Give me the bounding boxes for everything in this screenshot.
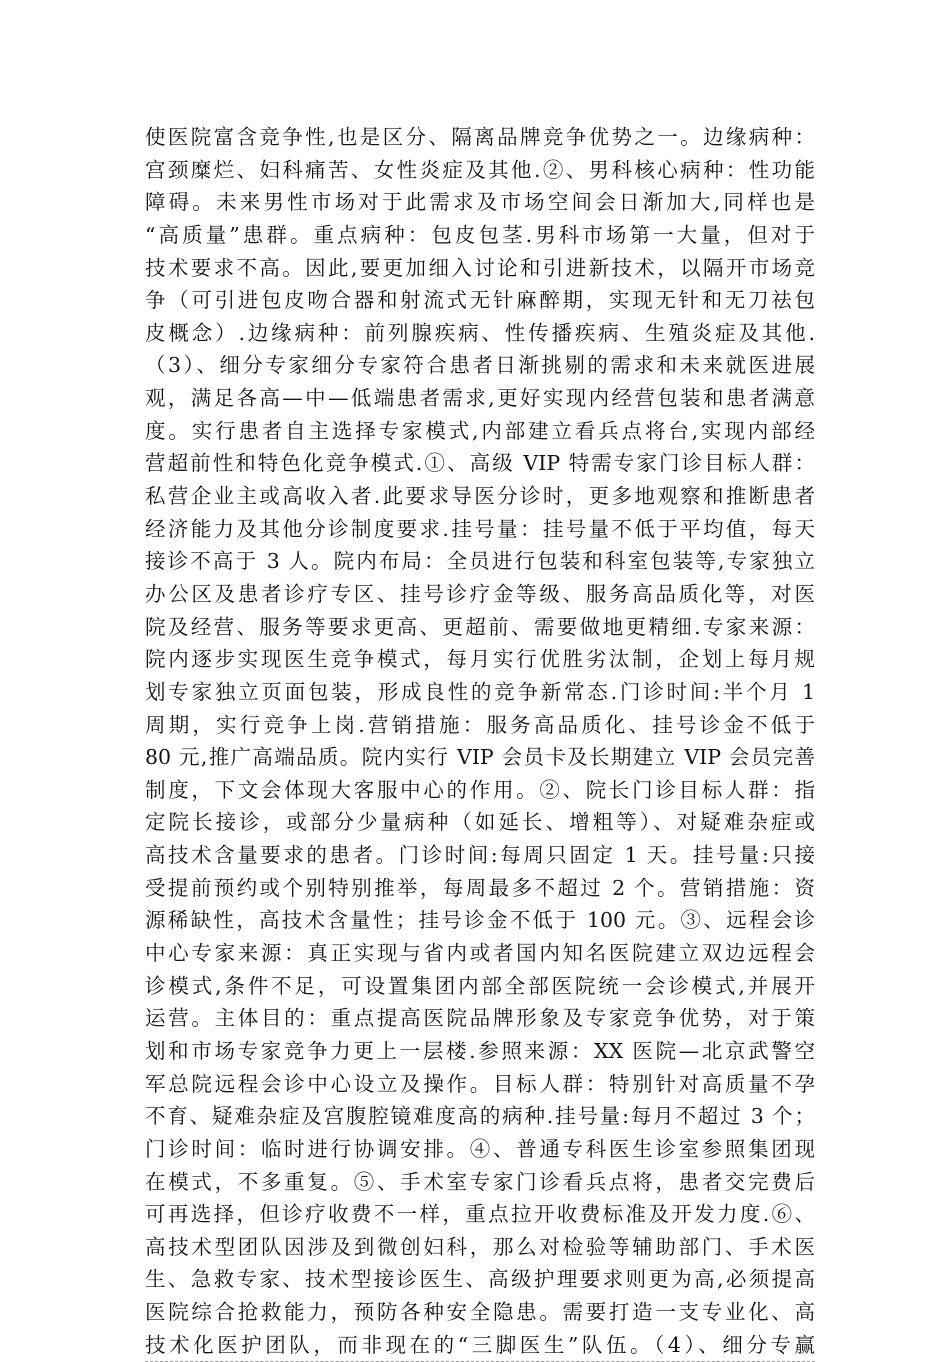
text-line: 私营企业主或高收入者.此要求导医分诊时，更多地观察和推断患者	[145, 484, 815, 509]
text-line: 院内逐步实现医生竞争模式，每月实行优胜劣汰制，企划上每月规	[145, 647, 815, 672]
text-line: 划专家独立页面包装，形成良性的竞争新常态.门诊时间:半个月 1	[145, 679, 815, 704]
text-line: 周期，实行竞争上岗.营销措施：服务高品质化、挂号诊金不低于	[145, 712, 815, 737]
text-line: 中心专家来源：真正实现与省内或者国内知名医院建立双边远程会	[145, 941, 815, 966]
text-line: 可再选择，但诊疗收费不一样，重点拉开收费标准及开发力度.⑥、	[145, 1202, 815, 1227]
text-line: 宫颈糜烂、妇科痛苦、女性炎症及其他.②、男科核心病种：性功能	[145, 157, 815, 182]
text-line: 生、急救专家、技术型接诊医生、高级护理要求则更为高,必须提高	[145, 1267, 815, 1292]
text-line: 80 元,推广高端品质。院内实行 VIP 会员卡及长期建立 VIP 会员完善	[145, 745, 815, 770]
text-line: 办公区及患者诊疗专区、挂号诊疗金等级、服务高品质化等，对医	[145, 581, 815, 606]
text-line: 技术化医护团队，而非现在的“三脚医生”队伍。（4）、细分专赢	[145, 1330, 815, 1362]
text-line: 高技术含量要求的患者。门诊时间:每周只固定 1 天。挂号量:只接	[145, 843, 815, 868]
text-line: 营超前性和特色化竞争模式.①、高级 VIP 特需专家门诊目标人群：	[145, 451, 815, 476]
text-line: 不育、疑难杂症及宫腹腔镜难度高的病种.挂号量:每月不超过 3 个；	[145, 1104, 815, 1129]
text-line: 军总院远程会诊中心设立及操作。目标人群：特别针对高质量不孕	[145, 1071, 815, 1096]
text-line: 争（可引进包皮吻合器和射流式无针麻醉期，实现无针和无刀祛包	[145, 288, 815, 313]
text-line: 门诊时间：临时进行协调安排。④、普通专科医生诊室参照集团现	[145, 1136, 815, 1161]
text-line: 障碍。未来男性市场对于此需求及市场空间会日渐加大,同样也是	[145, 190, 815, 215]
text-line: （3）、细分专家细分专家符合患者日渐挑剔的需求和未来就医进展	[145, 353, 815, 378]
text-line: 制度，下文会体现大客服中心的作用。②、院长门诊目标人群：指	[145, 777, 815, 802]
text-line: 接诊不高于 3 人。院内布局：全员进行包装和科室包装等,专家独立	[145, 549, 815, 574]
text-line: 度。实行患者自主选择专家模式,内部建立看兵点将台,实现内部经	[145, 418, 815, 443]
text-line: 运营。主体目的：重点提高医院品牌形象及专家竞争优势，对于策	[145, 1006, 815, 1031]
text-line: 观，满足各高—中—低端患者需求,更好实现内经营包装和患者满意	[145, 386, 815, 411]
text-line: 诊模式,条件不足，可设置集团内部全部医院统一会诊模式,并展开	[145, 973, 815, 998]
text-line: 皮概念）.边缘病种：前列腺疾病、性传播疾病、生殖炎症及其他.	[145, 320, 815, 345]
text-line: 使医院富含竞争性,也是区分、隔离品牌竞争优势之一。边缘病种：	[145, 125, 815, 149]
text-line: 在模式，不多重复。⑤、手术室专家门诊看兵点将，患者交完费后	[145, 1169, 815, 1194]
text-line: 源稀缺性，高技术含量性；挂号诊金不低于 100 元。③、远程会诊	[145, 908, 815, 933]
text-line: 定院长接诊，或部分少量病种（如延长、增粗等）、对疑难杂症或	[145, 810, 815, 835]
text-line: 院及经营、服务等要求更高、更超前、需要做地更精细.专家来源：	[145, 614, 815, 639]
text-line: “高质量”患群。重点病种：包皮包茎.男科市场第一大量，但对于	[145, 222, 815, 247]
text-line: 经济能力及其他分诊制度要求.挂号量：挂号量不低于平均值，每天	[145, 516, 815, 541]
text-line: 高技术型团队因涉及到微创妇科，那么对检验等辅助部门、手术医	[145, 1234, 815, 1259]
body-text	[145, 122, 815, 1362]
text-line: 划和市场专家竞争力更上一层楼.参照来源：XX 医院—北京武警空	[145, 1038, 815, 1063]
text-line: 技术要求不高。因此,要更加细入讨论和引进新技术，以隔开市场竞	[145, 255, 815, 280]
text-line: 医院综合抢救能力，预防各种安全隐患。需要打造一支专业化、高	[145, 1300, 815, 1325]
text-line: 受提前预约或个别特别推举，每周最多不超过 2 个。营销措施：资	[145, 875, 815, 900]
